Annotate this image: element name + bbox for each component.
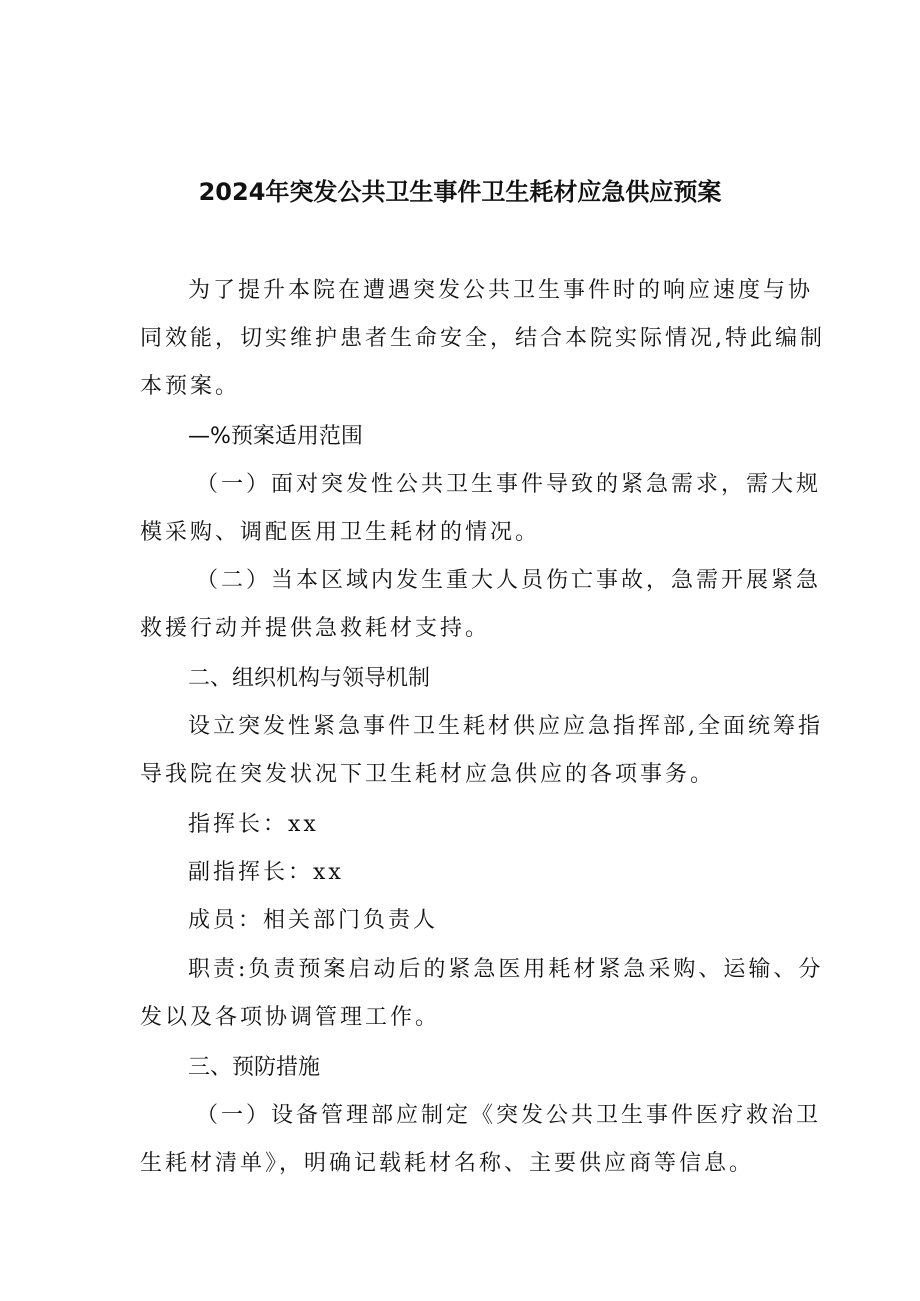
duties-line-1: 职责:负责预案启动后的紧急医用耗材紧急采购、运输、分	[188, 957, 824, 982]
section-2-body-line-1: 设立突发性紧急事件卫生耗材供应应急指挥部,全面统筹指	[188, 714, 823, 739]
intro-line-3: 本预案。	[140, 374, 241, 399]
section-1-item-2-line-2: 救援行动并提供急救耗材支持。	[140, 616, 491, 641]
commander-line: 指挥长：xx	[188, 812, 319, 837]
vice-commander-line: 副指挥长：xx	[188, 860, 344, 885]
document-title: 2024年突发公共卫生事件卫生耗材应急供应预案	[198, 178, 722, 206]
section-1-heading: —%预案适用范围	[188, 424, 363, 449]
intro-line-1: 为了提升本院在遭遇突发公共卫生事件时的响应速度与协	[188, 278, 814, 303]
duties-line-2: 发以及各项协调管理工作。	[140, 1005, 441, 1030]
section-2-body-line-2: 导我院在突发状况下卫生耗材应急供应的各项事务。	[140, 762, 716, 787]
section-1-item-1-line-2: 模采购、调配医用卫生耗材的情况。	[140, 520, 541, 545]
section-3-item-1-line-1: （一）设备管理部应制定《突发公共卫生事件医疗救治卫	[196, 1103, 822, 1128]
section-3-heading: 三、预防措施	[188, 1055, 321, 1080]
section-1-item-2-line-1: （二）当本区域内发生重大人员伤亡事故，急需开展紧急	[196, 568, 822, 593]
section-2-heading: 二、组织机构与领导机制	[188, 666, 431, 691]
section-1-item-1-line-1: （一）面对突发性公共卫生事件导致的紧急需求，需大规	[196, 472, 822, 497]
intro-line-2: 同效能，切实维护患者生命安全，结合本院实际情况,特此编制	[140, 326, 825, 351]
members-line: 成员：相关部门负责人	[188, 908, 439, 933]
section-3-item-1-line-2: 生耗材清单》，明确记载耗材名称、主要供应商等信息。	[140, 1151, 755, 1176]
